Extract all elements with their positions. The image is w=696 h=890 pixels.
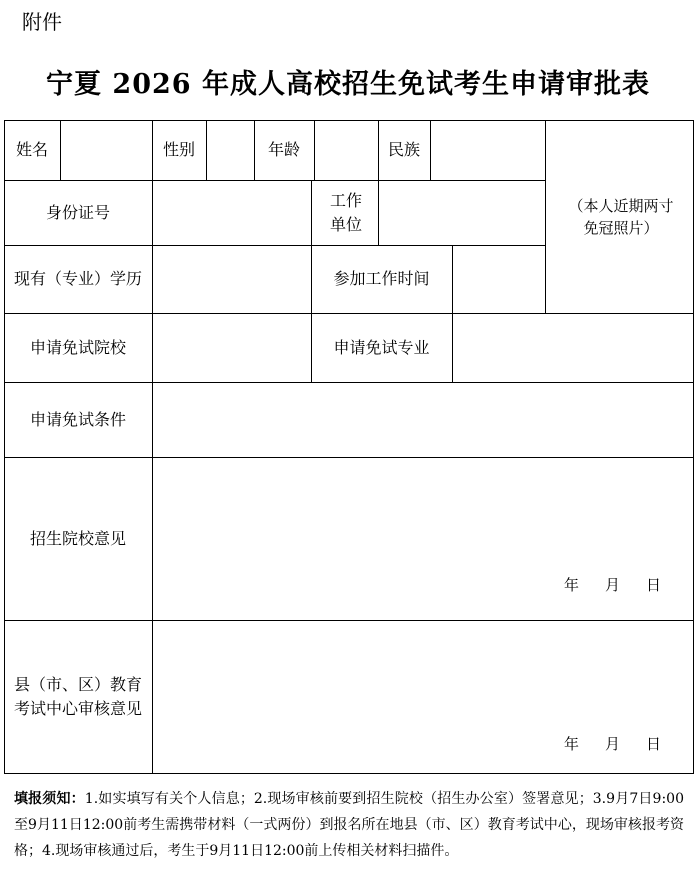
gender-field[interactable] (207, 121, 254, 180)
work-start-label: 参加工作时间 (333, 269, 430, 288)
apply-condition-label: 申请免试条件 (29, 409, 126, 429)
ethnicity-field[interactable] (431, 121, 545, 180)
apply-condition-field[interactable] (153, 383, 693, 457)
gender-label: 性别 (162, 140, 195, 159)
ethnicity-label: 民族 (387, 140, 420, 159)
school-opinion-field[interactable] (153, 458, 693, 620)
school-opinion-date (564, 574, 661, 595)
apply-major-label: 申请免试专业 (333, 337, 430, 357)
photo-label: （本人近期两寸免冠照片） (568, 196, 674, 237)
work-start-field[interactable] (453, 246, 545, 313)
date-day: 日 (646, 576, 662, 594)
education-label: 现有（专业）学历 (13, 269, 142, 288)
county-opinion-label: 县（市、区）教育考试中心审核意见 (14, 674, 143, 718)
name-field[interactable] (61, 121, 152, 180)
date-year: 年 (564, 576, 580, 594)
date-month: 月 (605, 735, 621, 753)
notes-text: 1.如实填写有关个人信息；2.现场审核前要到招生院校（招生办公室）签署意见；3.9月7日9:00至9月11日12:00前考生需携带材料（一式两份）到报名所在地县（市、区）教育考试中心，现场审核报考资格；4.现场审核通过后，考生于9月11日12:00前上传相关材料扫描件。 (14, 791, 685, 859)
apply-school-field[interactable] (153, 314, 311, 382)
name-label: 姓名 (15, 140, 48, 159)
county-opinion-date (564, 733, 661, 754)
age-field[interactable] (315, 121, 378, 180)
work-unit-field[interactable] (379, 181, 545, 245)
page-title: 宁夏 2026 年成人高校招生免试考生申请审批表 (46, 69, 650, 100)
age-label: 年龄 (267, 140, 300, 159)
date-month: 月 (605, 576, 621, 594)
school-opinion-label: 招生院校意见 (29, 528, 126, 548)
work-unit-label: 工作单位 (330, 190, 363, 234)
apply-school-label: 申请免试院校 (29, 337, 126, 357)
filling-notes (14, 786, 684, 864)
notes-heading: 填报须知： (14, 791, 85, 807)
id-number-field[interactable] (153, 181, 311, 245)
attachment-label: 附件 (22, 10, 62, 34)
photo-placeholder[interactable] (566, 120, 676, 313)
id-number-label: 身份证号 (45, 202, 110, 222)
education-field[interactable] (153, 246, 311, 313)
apply-major-field[interactable] (453, 314, 693, 382)
date-year: 年 (564, 735, 580, 753)
date-day: 日 (646, 735, 662, 753)
